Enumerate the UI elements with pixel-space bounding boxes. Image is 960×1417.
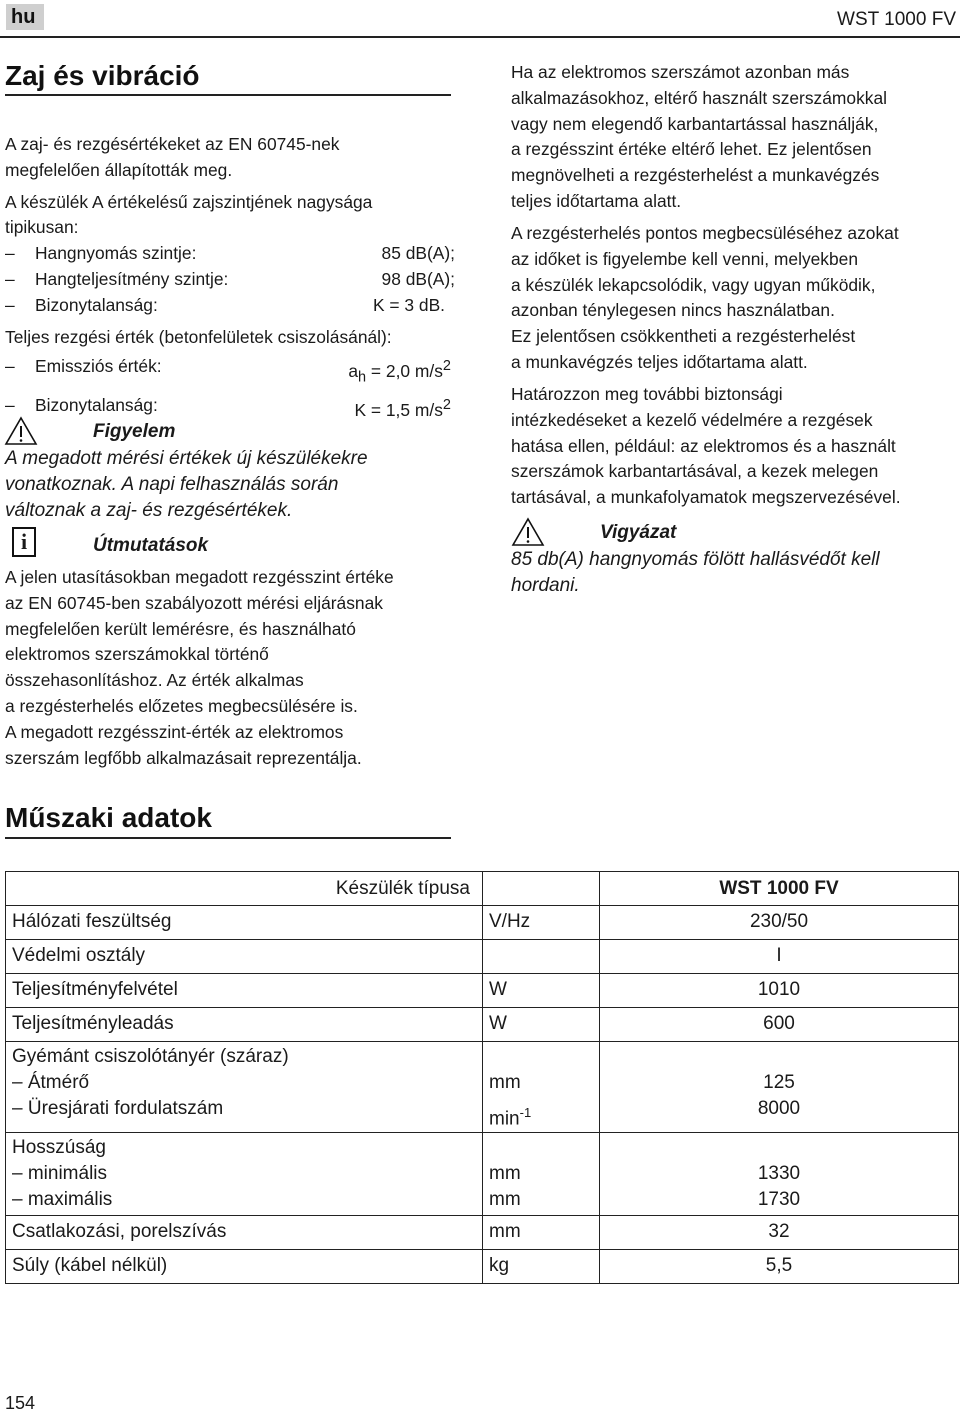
table-row bbox=[6, 940, 959, 974]
page-number: 154 bbox=[5, 1393, 36, 1413]
text-line: a készülék lekapcsolódik, vagy ugyan működik, bbox=[511, 274, 876, 295]
noise-item bbox=[5, 293, 455, 319]
text-line: tartásával, a munkafolyamatok megszervezésével. bbox=[511, 487, 901, 508]
instructions-line: szerszám legfőbb alkalmazásait reprezentálja. bbox=[5, 747, 362, 768]
spec-value bbox=[606, 1044, 952, 1070]
text-line: Ha az elektromos szerszámot azonban más bbox=[511, 62, 850, 82]
spec-value: 1010 bbox=[600, 974, 959, 1008]
text-line: intézkedéseket a kezelő védelmére a rezgések bbox=[511, 409, 873, 430]
header-divider bbox=[0, 36, 960, 38]
spec-value: 32 bbox=[600, 1216, 959, 1250]
warning-triangle-icon bbox=[511, 517, 545, 547]
text-line: szerszámok karbantartásával, a kezek melegen bbox=[511, 461, 879, 482]
spec-label: – Üresjárati fordulatszám bbox=[12, 1098, 224, 1119]
spec-unit: W bbox=[483, 1008, 600, 1042]
language-badge: hu bbox=[6, 4, 44, 30]
text-line: hatása ellen, például: az elektromos és a használt bbox=[511, 435, 896, 456]
spec-unit-group bbox=[483, 1042, 600, 1133]
dash-bullet: – bbox=[5, 294, 15, 315]
spec-value-group bbox=[600, 1133, 959, 1216]
table-row bbox=[6, 1133, 959, 1216]
spec-label: Teljesítményfelvétel bbox=[6, 974, 483, 1008]
text-line: a munkavégzés teljes időtartama alatt. bbox=[511, 351, 808, 372]
spec-label: Védelmi osztály bbox=[6, 940, 483, 974]
text-line: azonban ténylegesen nincs használatban. bbox=[511, 300, 835, 321]
spec-value: 600 bbox=[600, 1008, 959, 1042]
attention-title: Figyelem bbox=[93, 421, 176, 442]
spec-value: 1330 bbox=[757, 1163, 801, 1184]
dash-bullet: – bbox=[5, 268, 15, 289]
spec-value: 5,5 bbox=[600, 1250, 959, 1284]
spec-label: Gyémánt csiszolótányér (száraz) bbox=[12, 1046, 289, 1067]
spec-label: – minimális bbox=[12, 1163, 108, 1184]
tech-title-rule bbox=[5, 837, 451, 839]
table-header-row bbox=[6, 872, 959, 906]
instructions-line: A jelen utasításokban megadott rezgésszint értéke bbox=[5, 567, 394, 587]
spec-table bbox=[5, 871, 959, 1284]
noise-text-block bbox=[5, 132, 455, 424]
vibration-item bbox=[5, 354, 455, 391]
intro-line: megfelelően állapították meg. bbox=[5, 159, 233, 180]
vibration-item-label: Bizonytalanság: bbox=[35, 395, 158, 416]
dash-bullet: – bbox=[5, 243, 15, 264]
spec-label-group bbox=[6, 1133, 483, 1216]
spec-unit: W bbox=[483, 974, 600, 1008]
spec-label: Teljesítményleadás bbox=[6, 1008, 483, 1042]
attention-line: változnak a zaj- és rezgésértékek. bbox=[5, 500, 293, 521]
text-line: alkalmazásokhoz, eltérő használt szerszámokkal bbox=[511, 87, 887, 108]
text-line: vagy nem elegendő karbantartással használják, bbox=[511, 113, 879, 134]
dash-bullet: – bbox=[5, 356, 15, 377]
spec-label: – maximális bbox=[12, 1189, 113, 1210]
text-line: az időket is figyelembe kell venni, melyekben bbox=[511, 248, 859, 269]
info-icon: i bbox=[12, 527, 36, 557]
instructions-title: Útmutatások bbox=[93, 535, 209, 556]
caution-line: 85 db(A) hangnyomás fölött hallásvédőt kell bbox=[511, 549, 880, 570]
device-type-model: WST 1000 FV bbox=[600, 872, 959, 906]
text-line: teljes időtartama alatt. bbox=[511, 190, 682, 211]
instructions-text bbox=[5, 565, 455, 771]
text-line: a rezgésszint értéke eltérő lehet. Ez jelentősen bbox=[511, 139, 872, 160]
noise-item bbox=[5, 241, 455, 267]
noise-item-label: Hangteljesítmény szintje: bbox=[35, 268, 229, 289]
spec-unit bbox=[483, 940, 600, 974]
table-row bbox=[6, 1216, 959, 1250]
spec-unit bbox=[489, 1044, 593, 1070]
right-paragraph-2 bbox=[511, 221, 956, 376]
dash-bullet: – bbox=[5, 395, 15, 416]
table-cell bbox=[483, 872, 600, 906]
vibration-item-value: K = 1,5 $m/s^2$ bbox=[354, 397, 451, 421]
vibration-title: Teljes rezgési érték (betonfelületek csiszolásánál): bbox=[5, 326, 392, 347]
noise-item-label: Bizonytalanság: bbox=[35, 294, 158, 315]
noise-item-value: 98 dB(A); bbox=[381, 268, 455, 289]
tech-section-title: Műszaki adatok bbox=[5, 802, 212, 833]
table-row bbox=[6, 1008, 959, 1042]
text-line: Határozzon meg további biztonsági bbox=[511, 384, 783, 404]
table-row bbox=[6, 1042, 959, 1133]
instructions-line: összehasonlításhoz. Az érték alkalmas bbox=[5, 670, 304, 691]
caution-line: hordani. bbox=[511, 575, 580, 596]
instructions-line: elektromos szerszámokkal történő bbox=[5, 644, 269, 665]
spec-label: Hosszúság bbox=[12, 1137, 106, 1158]
spec-label: – Átmérő bbox=[12, 1072, 90, 1093]
noise-item-value: K = 3 dB. bbox=[372, 294, 445, 315]
attention-line: A megadott mérési értékek új készülékekre bbox=[5, 448, 368, 469]
spec-unit-group bbox=[483, 1133, 600, 1216]
spec-unit: mm bbox=[489, 1163, 521, 1184]
spec-label-group bbox=[6, 1042, 483, 1133]
instructions-line: A megadott rezgésszint-érték az elektromos bbox=[5, 721, 344, 742]
spec-value: 230/50 bbox=[600, 906, 959, 940]
spec-unit: mm bbox=[489, 1072, 521, 1093]
a-weighted-line: A készülék A értékelésű zajszintjének nagysága bbox=[5, 191, 373, 212]
vibration-item-label: Emissziós érték: bbox=[35, 356, 162, 377]
instructions-line: megfelelően került lemérésre, és használható bbox=[5, 618, 356, 639]
attention-line: vonatkoznak. A napi felhasználás során bbox=[5, 474, 339, 495]
attention-text bbox=[5, 446, 455, 524]
device-type-label: Készülék típusa bbox=[6, 872, 483, 906]
table-row bbox=[6, 974, 959, 1008]
spec-unit: mm bbox=[483, 1216, 600, 1250]
spec-unit: $\min^{-1}$ bbox=[489, 1105, 532, 1130]
noise-item-value: 85 dB(A); bbox=[381, 243, 455, 264]
instructions-line: az EN 60745-ben szabályozott mérési eljárásnak bbox=[5, 592, 383, 613]
noise-title-rule bbox=[5, 94, 451, 96]
noise-item bbox=[5, 267, 455, 293]
spec-label: Csatlakozási, porelszívás bbox=[6, 1216, 483, 1250]
right-paragraph-1 bbox=[511, 60, 956, 215]
a-weighted-line: tipikusan: bbox=[5, 217, 79, 238]
noise-section-title: Zaj és vibráció bbox=[5, 60, 200, 91]
spec-value: 8000 bbox=[757, 1098, 801, 1119]
text-line: Ez jelentősen csökkentheti a rezgésterhelést bbox=[511, 326, 856, 347]
model-header: WST 1000 FV bbox=[837, 9, 956, 30]
warning-triangle-icon bbox=[4, 416, 38, 446]
spec-unit bbox=[489, 1135, 593, 1161]
spec-value: 1730 bbox=[757, 1189, 801, 1210]
instructions-line: a rezgésterhelés előzetes megbecsülésére is. bbox=[5, 695, 358, 716]
intro-line: A zaj- és rezgésértékeket az EN 60745-nek bbox=[5, 134, 340, 154]
text-line: A rezgésterhelés pontos megbecsüléséhez azokat bbox=[511, 223, 899, 243]
caution-title: Vigyázat bbox=[600, 522, 677, 543]
spec-unit: V/Hz bbox=[483, 906, 600, 940]
spec-value: 125 bbox=[763, 1072, 795, 1093]
table-row bbox=[6, 906, 959, 940]
spec-label: Hálózati feszültség bbox=[6, 906, 483, 940]
spec-label: Súly (kábel nélkül) bbox=[6, 1250, 483, 1284]
spec-value: I bbox=[600, 940, 959, 974]
spec-unit: kg bbox=[483, 1250, 600, 1284]
vibration-item-value: $a_h = 2,0$ $m/s^2$ bbox=[348, 358, 451, 386]
text-line: megnövelheti a rezgésterhelést a munkavégzés bbox=[511, 165, 880, 186]
vibration-item bbox=[5, 393, 455, 424]
spec-value-group bbox=[600, 1042, 959, 1133]
spec-unit: mm bbox=[489, 1189, 521, 1210]
table-row bbox=[6, 1250, 959, 1284]
noise-item-label: Hangnyomás szintje: bbox=[35, 243, 197, 264]
spec-value bbox=[606, 1135, 952, 1161]
caution-text bbox=[511, 547, 956, 599]
right-paragraph-3 bbox=[511, 382, 956, 511]
